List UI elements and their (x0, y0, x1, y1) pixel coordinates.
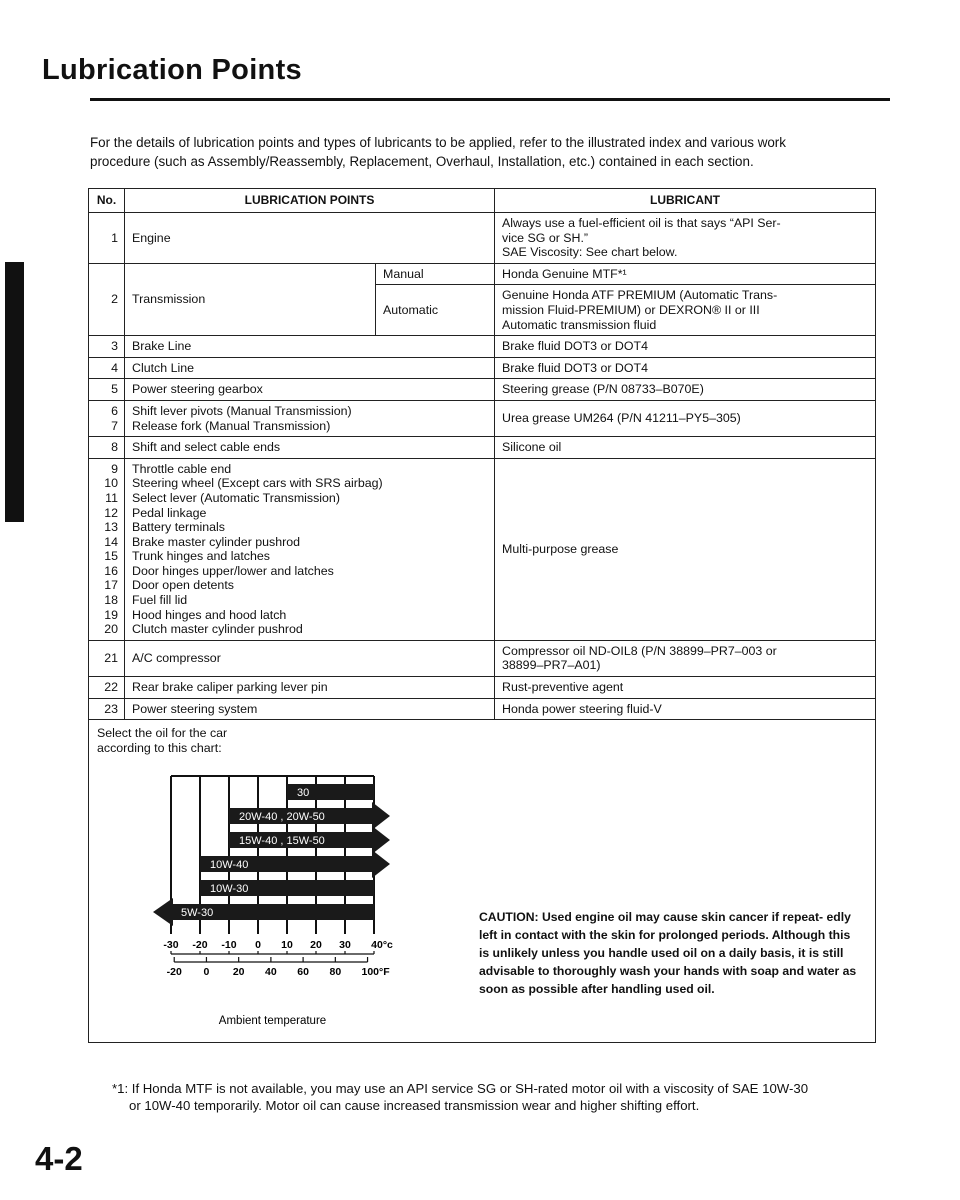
row-number (89, 213, 125, 264)
lubricant-text: Compressor oil ND-OIL8 (P/N 38899–PR7–003 or (502, 643, 777, 658)
lubrication-point (125, 698, 495, 720)
lubricant (495, 677, 876, 699)
page-number: 4-2 (35, 1140, 83, 1177)
caution-text: Used engine oil may cause skin cancer if repeat- (541, 910, 824, 925)
caution-note (479, 908, 863, 998)
title-rule (90, 98, 890, 101)
fahrenheit-tick-label: 40 (265, 966, 277, 979)
table-row (89, 357, 876, 379)
lubricant-text: vice SG or SH.” (502, 230, 589, 245)
lubricant-text: Multi-purpose grease (502, 541, 619, 556)
lubricant (495, 400, 876, 436)
fahrenheit-tick-label: 100°F (361, 966, 390, 979)
viscosity-bar-label: 5W-30 (181, 907, 214, 920)
transmission-type: Automatic (376, 285, 495, 336)
row-number-value: 18 (104, 593, 118, 608)
row-number-value: 23 (104, 701, 118, 716)
lubrication-point-text: Select lever (Automatic Transmission) (132, 490, 340, 505)
chart-intro-line: Select the oil for the car (97, 726, 228, 741)
lubrication-point-text: Trunk hinges and latches (132, 549, 270, 564)
lubrication-point (125, 213, 495, 264)
lubricant-text: Silicone oil (502, 440, 562, 455)
row-number (89, 336, 125, 358)
lubrication-point (125, 400, 495, 436)
lubrication-point-text: Power steering system (132, 701, 258, 716)
footnote (112, 1080, 892, 1114)
lubrication-point (125, 336, 495, 358)
lubricant-text: Urea grease UM264 (P/N 41211–PY5–305) (502, 411, 741, 426)
row-number (89, 263, 125, 335)
table-header-row (89, 189, 876, 213)
viscosity-bar-label: 10W-40 (210, 859, 249, 872)
lubricant-text: SAE Viscosity: See chart below. (502, 245, 678, 260)
lubricant (495, 458, 876, 640)
row-number-value: 12 (104, 505, 118, 520)
row-number-value: 14 (104, 534, 118, 549)
lubricant-text: Genuine Honda ATF PREMIUM (Automatic Trans- (502, 288, 778, 303)
caution-text: basis, it is still advisable to thoroughly wash your hands with (479, 946, 844, 979)
row-number-value: 15 (104, 549, 118, 564)
lubrication-point (125, 640, 495, 676)
row-number-value: 2 (111, 292, 118, 307)
header-no: No. (89, 189, 125, 213)
chart-row (89, 720, 876, 1043)
row-number (89, 437, 125, 459)
caution-text: edly left in contact with the skin for prolonged periods. (479, 910, 851, 943)
lubrication-point (125, 263, 376, 335)
lubrication-point-text: Power steering gearbox (132, 382, 263, 397)
arrow-right-icon (372, 802, 390, 830)
fahrenheit-tick-label: 80 (329, 966, 342, 979)
lubrication-table (88, 188, 876, 1043)
row-number-value: 5 (111, 382, 118, 397)
lubrication-point-text: Clutch master cylinder pushrod (132, 622, 303, 637)
table-row (89, 640, 876, 676)
caution-text: soap and water as soon as possible after handling used oil. (479, 964, 857, 997)
table-row (89, 677, 876, 699)
celsius-tick-label: 10 (281, 939, 293, 952)
fahrenheit-tick-label: 0 (203, 966, 210, 979)
lubrication-point-text: Door hinges upper/lower and latches (132, 563, 334, 578)
lubrication-point (125, 357, 495, 379)
lubricant (495, 263, 876, 285)
chart-intro-line: according to this chart: (97, 741, 222, 756)
lubricant-text: Brake fluid DOT3 or DOT4 (502, 360, 648, 375)
celsius-tick-label: -20 (192, 939, 208, 952)
celsius-tick-label: -10 (221, 939, 237, 952)
row-number (89, 458, 125, 640)
row-number-value: 1 (111, 230, 118, 245)
row-number (89, 357, 125, 379)
lubricant (495, 357, 876, 379)
row-number-value: 16 (104, 563, 118, 578)
row-number-value: 22 (104, 680, 118, 695)
viscosity-bar-label: 15W-40 , 15W-50 (239, 835, 325, 848)
row-number-value: 21 (104, 651, 118, 666)
row-number-value: 3 (111, 339, 118, 354)
row-number-value: 4 (111, 360, 118, 375)
intro-line: procedure (such as Assembly/Reassembly, Replacement, Overhaul, Installation, etc.) contained in each section. (90, 154, 754, 169)
viscosity-bar-label: 10W-30 (210, 883, 249, 896)
lubricant (495, 437, 876, 459)
lubrication-point-text: Fuel fill lid (132, 593, 188, 608)
fahrenheit-tick-label: 60 (297, 966, 309, 979)
lubricant-text: Rust-preventive agent (502, 680, 624, 695)
celsius-tick-label: -30 (163, 939, 179, 952)
lubrication-point-text: Shift and select cable ends (132, 440, 281, 455)
lubricant (495, 698, 876, 720)
lubricant (495, 213, 876, 264)
lubricant-text: Automatic transmission fluid (502, 317, 657, 332)
viscosity-bar-label: 30 (297, 787, 310, 800)
lubricant (495, 285, 876, 336)
arrow-right-icon (372, 826, 390, 854)
row-number (89, 379, 125, 401)
row-number-value: 6 (111, 403, 118, 418)
lubrication-point (125, 458, 495, 640)
lubricant-text: Always use a fuel-efficient oil is that says “API Ser- (502, 216, 781, 230)
table-row (89, 458, 876, 640)
lubrication-point-text: Brake Line (132, 339, 192, 354)
lubrication-point-text: Brake master cylinder pushrod (132, 534, 301, 549)
footnote-line: *1: If Honda MTF is not available, you may use an API service SG or SH-rated motor oil with a viscosity of SAE 10W-30 (112, 1081, 809, 1096)
fahrenheit-tick-label: 20 (232, 966, 245, 979)
lubricant (495, 336, 876, 358)
transmission-type: Manual (376, 263, 495, 285)
lubricant-text: Honda power steering fluid-V (502, 701, 662, 716)
row-number-value: 13 (104, 520, 118, 535)
table-row (89, 400, 876, 436)
celsius-tick-label: 0 (255, 939, 261, 952)
row-number-value: 19 (104, 607, 118, 622)
lubrication-point-text: A/C compressor (132, 651, 221, 666)
chart-xlabel: Ambient temperature (218, 1015, 327, 1028)
row-number-value: 17 (104, 578, 118, 593)
celsius-tick-label: 40°c (371, 939, 393, 952)
intro-text (90, 133, 890, 171)
lubricant-text: mission Fluid-PREMIUM) or DEXRON® II or III (502, 302, 760, 317)
lubrication-point-text: Engine (132, 230, 171, 245)
intro-line: For the details of lubrication points and types of lubricants to be applied, refer to the illustrated index and various work (90, 135, 786, 150)
lubrication-point-text: Release fork (Manual Transmission) (132, 418, 331, 433)
footnote-line: or 10W-40 temporarily. Motor oil can cause increased transmission wear and higher shifting effort. (129, 1098, 700, 1113)
table-row (89, 379, 876, 401)
lubricant-text: Steering grease (P/N 08733–B070E) (502, 382, 704, 397)
celsius-tick-label: 20 (310, 939, 322, 952)
row-number (89, 640, 125, 676)
lubrication-point-text: Clutch Line (132, 360, 194, 375)
row-number-value: 10 (104, 476, 118, 491)
header-lubricant: LUBRICANT (495, 189, 876, 213)
lubrication-point-text: Throttle cable end (132, 461, 232, 476)
section-tab-marker (5, 262, 24, 522)
lubrication-point-text: Shift lever pivots (Manual Transmission) (132, 403, 352, 418)
lubrication-point-text: Pedal linkage (132, 505, 207, 520)
lubricant-text: Honda Genuine MTF*¹ (502, 266, 627, 281)
lubricant (495, 379, 876, 401)
row-number-value: 9 (111, 461, 118, 476)
row-number-value: 8 (111, 440, 118, 455)
table-row (89, 263, 876, 285)
table-row (89, 437, 876, 459)
row-number (89, 677, 125, 699)
viscosity-chart-cell (89, 720, 876, 1043)
fahrenheit-tick-label: -20 (166, 966, 182, 979)
lubrication-point (125, 677, 495, 699)
row-number-value: 7 (111, 418, 118, 433)
lubrication-point (125, 437, 495, 459)
row-number (89, 400, 125, 436)
lubricant-text: Brake fluid DOT3 or DOT4 (502, 339, 648, 354)
arrow-left-icon (153, 898, 173, 926)
lubrication-point (125, 379, 495, 401)
lubrication-point-text: Transmission (132, 292, 206, 307)
table-row (89, 698, 876, 720)
table-row (89, 213, 876, 264)
lubrication-point-text: Hood hinges and hood latch (132, 607, 287, 622)
lubrication-point-text: Rear brake caliper parking lever pin (132, 680, 328, 695)
lubricant-text: 38899–PR7–A01) (502, 658, 601, 673)
arrow-right-icon (372, 850, 390, 878)
lubrication-point-text: Steering wheel (Except cars with SRS airbag) (132, 476, 383, 491)
lubrication-point-text: Door open detents (132, 578, 234, 593)
row-number-value: 11 (105, 490, 118, 505)
viscosity-bar-label: 20W-40 , 20W-50 (239, 811, 325, 824)
table-row (89, 336, 876, 358)
row-number (89, 698, 125, 720)
lubricant (495, 640, 876, 676)
row-number-value: 20 (104, 622, 118, 637)
page-title: Lubrication Points (42, 54, 302, 86)
celsius-tick-label: 30 (339, 939, 351, 952)
caution-label: CAUTION: (479, 910, 539, 925)
header-points: LUBRICATION POINTS (125, 189, 495, 213)
caution-text: Although this is unlikely unless you handle used oil on a daily (479, 928, 851, 961)
lubrication-point-text: Battery terminals (132, 520, 225, 535)
